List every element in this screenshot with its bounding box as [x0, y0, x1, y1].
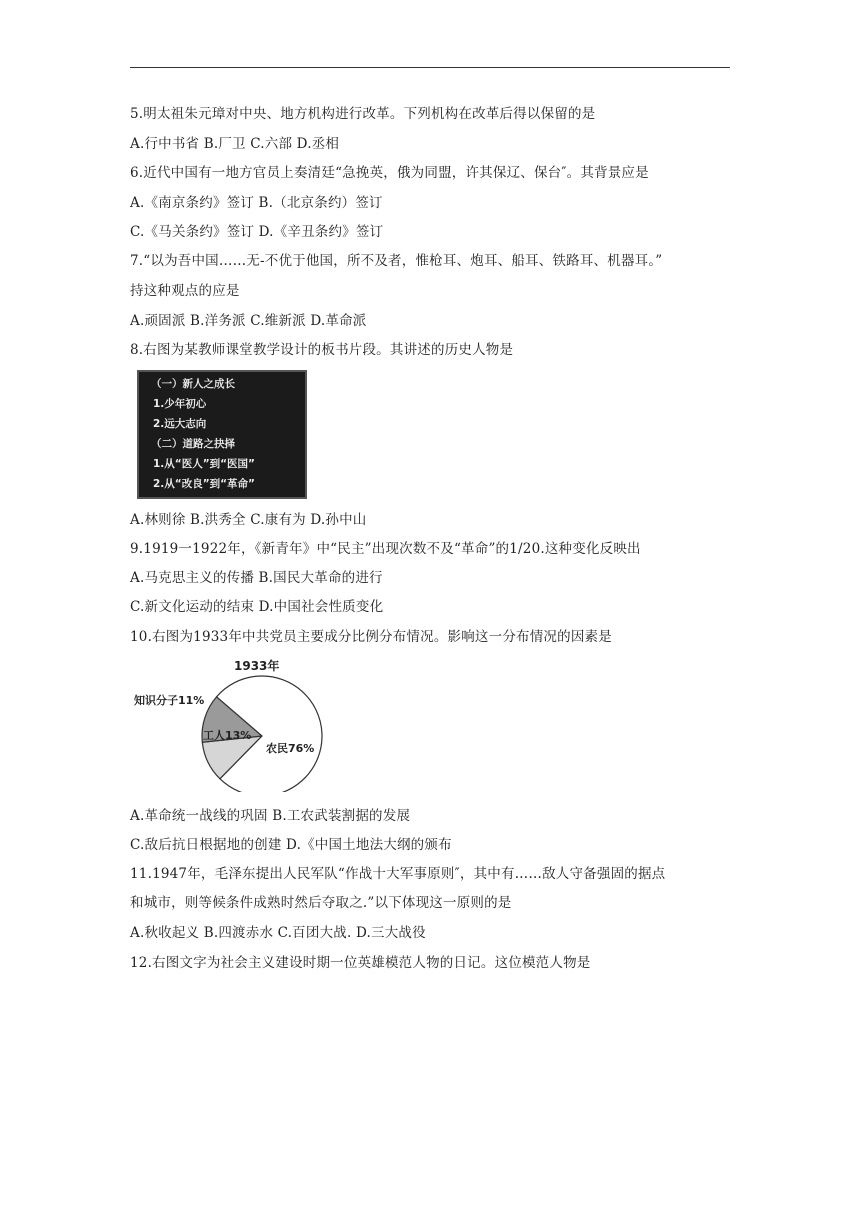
blackboard-line: （一）新人之成长	[151, 378, 235, 390]
pie-label-intellectuals: 知识分子11%	[134, 694, 205, 707]
q8-options: A.林则徐 B.洪秀全 C.康有为 D.孙中山	[130, 512, 367, 528]
q8-stem: 8.右图为某教师课堂教学设计的板书片段。其讲述的历史人物是	[130, 342, 514, 358]
q6-options-1: A.《南京条约》签订 B.（北京条约）签订	[130, 195, 383, 211]
q10-options-1: A.革命统一战线的巩固 B.工农武装割据的发展	[130, 808, 411, 824]
blackboard-line: 1.从“医人”到“医国”	[153, 458, 255, 470]
pie-svg	[130, 652, 330, 792]
blackboard-image	[137, 370, 307, 499]
q7-stem-1: 7.“以为吾中国……无-不优于他国，所不及者，惟枪耳、炮耳、船耳、铁路耳、机器耳。”	[130, 253, 663, 269]
pie-label-peasants: 农民76%	[266, 742, 315, 755]
pie-label-workers: 工人13%	[203, 729, 252, 742]
q10-stem: 10.右图为1933年中共党员主要成分比例分布情况。影响这一分布情况的因素是	[130, 629, 612, 645]
q11-stem-2: 和城市，则等候条件成熟时然后夺取之.”以下体现这一原则的是	[130, 895, 512, 911]
q6-options-2: C.《马关条约》签订 D.《辛丑条约》签订	[130, 224, 384, 240]
q12-stem: 12.右图文字为社会主义建设时期一位英雄模范人物的日记。这位模范人物是	[130, 955, 591, 971]
q7-options: A.顽固派 B.洋务派 C.维新派 D.革命派	[130, 313, 367, 329]
pie-chart	[130, 652, 330, 792]
q9-stem: 9.1919一1922年，《新青年》中“民主”出现次数不及“革命”的1/20.这种变化反映出	[130, 541, 641, 557]
q5-stem: 5.明太祖朱元璋对中央、地方机构进行改革。下列机构在改革后得以保留的是	[130, 106, 596, 122]
header-rule	[130, 67, 730, 68]
q6-stem: 6.近代中国有一地方官员上奏清廷“急挽英，俄为同盟，许其保辽、保台″。其背景应是	[130, 165, 649, 181]
q9-options-2: C.新文化运动的结束 D.中国社会性质变化	[130, 599, 384, 615]
q11-options: A.秋收起义 B.四渡赤水 C.百团大战. D.三大战役	[130, 925, 426, 941]
blackboard-line: 1.少年初心	[153, 398, 207, 410]
blackboard-line: 2.远大志向	[153, 418, 207, 430]
blackboard-line: （二）道路之抉择	[151, 438, 235, 450]
q7-stem-2: 持这种观点的应是	[130, 283, 240, 299]
q11-stem-1: 11.1947年，毛泽东提出人民军队“作战十大军事原则″，其中有……敌人守备强固的据点	[130, 866, 666, 882]
q9-options-1: A.马克思主义的传播 B.国民大革命的进行	[130, 570, 383, 586]
q10-options-2: C.敌后抗日根据地的创建 D.《中国土地法大纲的颁布	[130, 837, 452, 853]
q5-options: A.行中书省 B.厂卫 C.六部 D.丞相	[130, 136, 340, 152]
blackboard-line: 2.从“改良”到“革命”	[153, 478, 255, 490]
chart-title: 1933年	[234, 659, 280, 673]
